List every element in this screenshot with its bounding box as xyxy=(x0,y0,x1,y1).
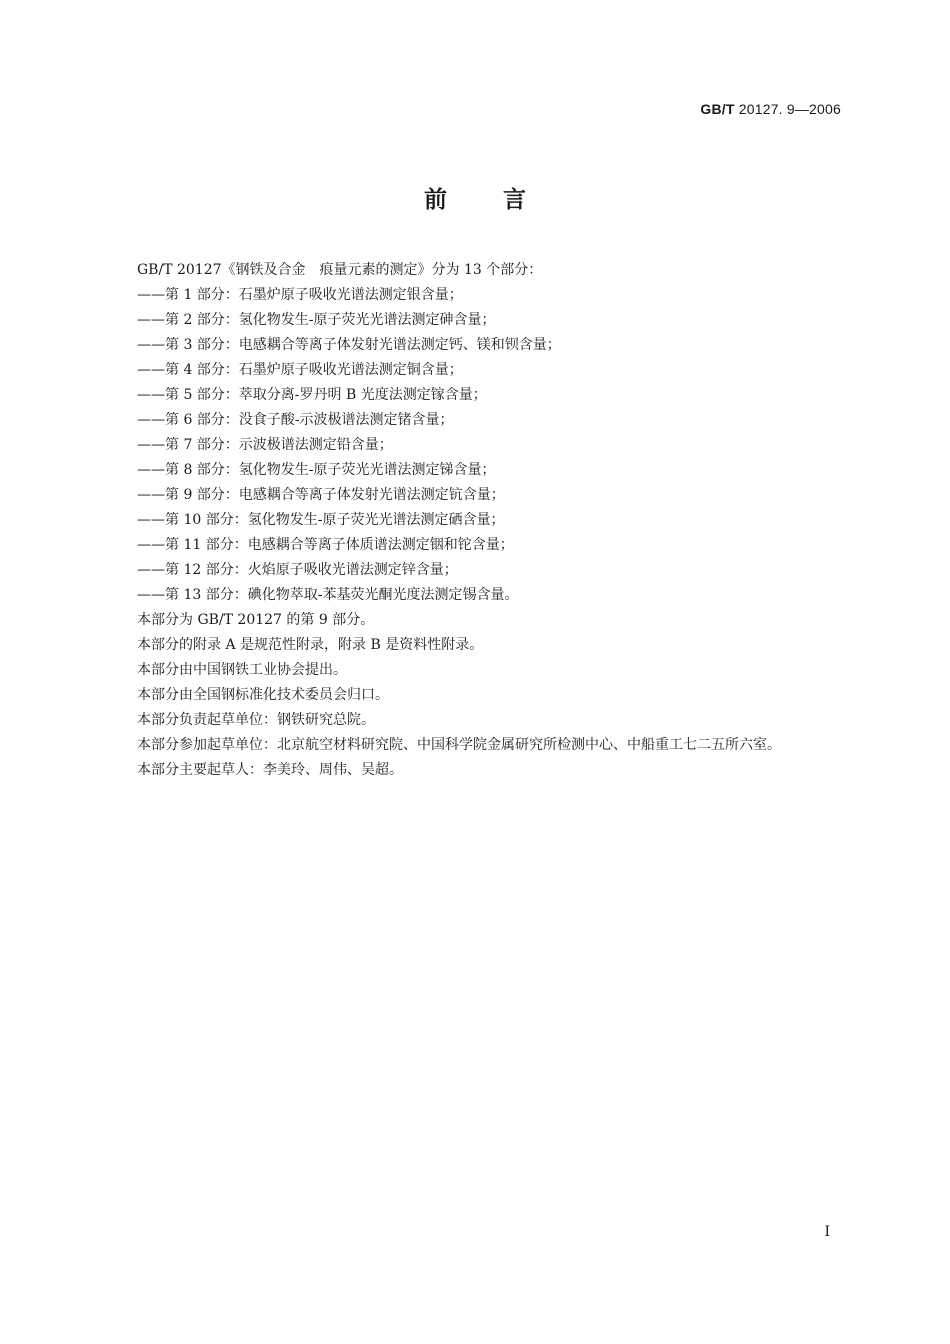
standard-number: 20127. 9—2006 xyxy=(734,101,841,117)
part-list-item: ——第 13 部分：碘化物萃取-苯基荧光酮光度法测定锡含量。 xyxy=(137,587,519,603)
part-list-item: ——第 5 部分：萃取分离-罗丹明 B 光度法测定镓含量； xyxy=(137,387,487,403)
part-list-item: ——第 6 部分：没食子酸-示波极谱法测定锗含量； xyxy=(137,412,454,428)
foreword-body xyxy=(109,258,842,783)
committee-statement: 本部分由全国钢标准化技术委员会归口。 xyxy=(137,687,389,703)
part-statement: 本部分为 GB/T 20127 的第 9 部分。 xyxy=(137,612,375,628)
drafters-statement: 本部分主要起草人：李美玲、周伟、吴超。 xyxy=(137,762,403,778)
intro-paragraph: GB/T 20127《钢铁及合金 痕量元素的测定》分为 13 个部分： xyxy=(137,262,543,278)
title-char-2: 言 xyxy=(503,187,526,213)
annex-statement: 本部分的附录 A 是规范性附录，附录 B 是资料性附录。 xyxy=(137,637,484,653)
part-list-item: ——第 9 部分：电感耦合等离子体发射光谱法测定钪含量； xyxy=(137,487,505,503)
part-list-item: ——第 10 部分：氢化物发生-原子荧光光谱法测定硒含量； xyxy=(137,512,505,528)
page-title xyxy=(0,181,950,214)
part-list-item: ——第 12 部分：火焰原子吸收光谱法测定锌含量； xyxy=(137,562,458,578)
part-list-item: ——第 4 部分：石墨炉原子吸收光谱法测定铜含量； xyxy=(137,362,463,378)
part-list-item: ——第 2 部分：氢化物发生-原子荧光光谱法测定砷含量； xyxy=(137,312,496,328)
part-list-item: ——第 11 部分：电感耦合等离子体质谱法测定铟和铊含量； xyxy=(137,537,514,553)
part-list-item: ——第 7 部分：示波极谱法测定铅含量； xyxy=(137,437,393,453)
part-list-item: ——第 8 部分：氢化物发生-原子荧光光谱法测定锑含量； xyxy=(137,462,496,478)
drafting-unit-statement: 本部分负责起草单位：钢铁研究总院。 xyxy=(137,712,375,728)
participating-units-statement: 本部分参加起草单位：北京航空材料研究院、中国科学院金属研究所检测中心、中船重工七二五所六室。 xyxy=(137,737,781,753)
part-list-item: ——第 1 部分：石墨炉原子吸收光谱法测定银含量； xyxy=(137,287,463,303)
standard-code-header xyxy=(700,101,841,117)
title-char-1: 前 xyxy=(424,187,447,213)
page-number: I xyxy=(824,1224,830,1240)
part-list-item: ——第 3 部分：电感耦合等离子体发射光谱法测定钙、镁和钡含量； xyxy=(137,337,561,353)
proposer-statement: 本部分由中国钢铁工业协会提出。 xyxy=(137,662,347,678)
standard-prefix: GB/T xyxy=(700,101,735,117)
